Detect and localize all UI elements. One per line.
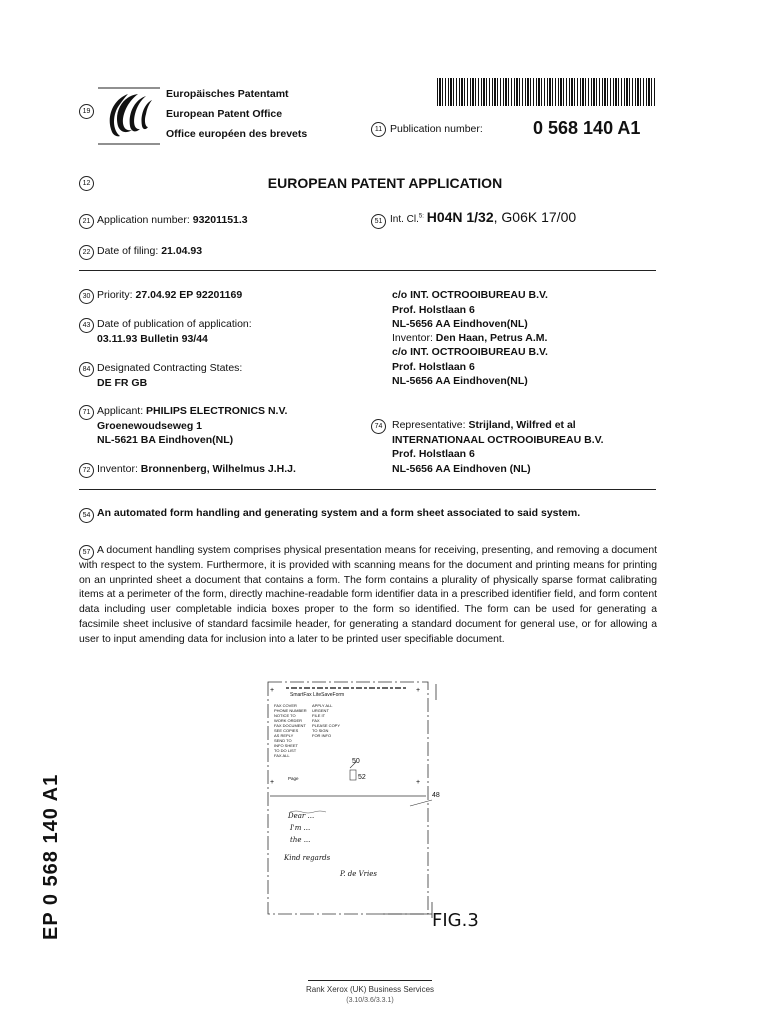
representative-city: NL-5656 AA Eindhoven (NL)	[392, 462, 531, 475]
form-left-options	[274, 703, 307, 758]
divider-top	[79, 270, 656, 271]
applicant-label: Applicant:	[97, 405, 144, 417]
field-51-marker: 51	[371, 214, 386, 229]
application-number-label: Application number:	[97, 214, 190, 226]
handwriting-line: the ...	[290, 836, 311, 844]
field-84-marker: 84	[79, 362, 94, 377]
publication-number-label: Publication number:	[390, 123, 483, 135]
form-option: NOTICE TO	[274, 713, 296, 718]
representative-street: Prof. Holstlaan 6	[392, 448, 475, 460]
filing-date	[97, 244, 202, 259]
page-label: Page	[288, 776, 299, 781]
int-cl-main: H04N 1/32	[426, 209, 494, 225]
field-71-marker: 71	[79, 405, 94, 420]
document-type: EUROPEAN PATENT APPLICATION	[267, 175, 503, 191]
epo-logo	[98, 82, 160, 146]
form-option: APPLY ALL	[312, 703, 333, 708]
designated-states-label: Designated Contracting States:	[97, 362, 243, 374]
svg-text:+: +	[270, 779, 275, 786]
inventor-address-1	[392, 288, 548, 332]
field-12-marker: 12	[79, 176, 94, 191]
svg-text:+: +	[416, 779, 421, 786]
figure-caption: FIG.3	[432, 910, 479, 931]
form-right-options	[312, 703, 340, 738]
form-option: FAX DOCUMENT	[274, 723, 306, 728]
address-line: c/o INT. OCTROOIBUREAU B.V.	[392, 346, 548, 358]
representative-label: Representative:	[392, 419, 466, 431]
field-21-marker: 21	[79, 214, 94, 229]
invention-title: An automated form handling and generating system and a form sheet associated to said system.	[97, 507, 581, 519]
office-name-fr: Office européen des brevets	[166, 128, 308, 140]
field-22-marker: 22	[79, 245, 94, 260]
abstract-text: A document handling system comprises physical presentation means for receiving, presenting, and removing a document with respect to the system. Furthermore, it is provided with scanning means for the document and printing means for printing on an unprinted sheet a document that contains a form. The form contains a plurality of physically sparse format calibrating items at a perimeter of the form, directly machine-readable form identifier data in a prescribed identifier field, and form content data including user completable indicia boxes proper to the form so identified. The form can be used for generating a facsimile sheet inclusive of standard facsimile header, for generating a standard document for general use, or for allowing a user to input amending data for inclusion into a later to be printed user specifiable document.	[79, 545, 657, 645]
form-option: PLEASE COPY	[312, 723, 341, 728]
form-option: FILE IT	[312, 713, 326, 718]
designated-states-value: DE FR GB	[97, 376, 148, 389]
barcode	[437, 78, 655, 106]
form-option: FAX COVER	[274, 703, 297, 708]
representative-name: Strijland, Wilfred et al	[468, 419, 576, 431]
form-header-text: SmartFax LiteSaveForm	[290, 692, 345, 698]
applicant	[97, 404, 287, 448]
address-line: Prof. Holstlaan 6	[392, 303, 475, 316]
footer-code: (3.10/3.6/3.3.1)	[346, 997, 394, 1004]
address-line: NL-5656 AA Eindhoven(NL)	[392, 375, 528, 387]
publication-date-label: Date of publication of application:	[97, 318, 252, 330]
svg-text:+: +	[416, 687, 421, 694]
field-11-marker: 11	[371, 122, 386, 137]
address-line: Prof. Holstlaan 6	[392, 360, 475, 373]
form-option: FAX	[312, 718, 320, 723]
int-cl	[390, 209, 576, 225]
inventor-address-2	[392, 345, 548, 389]
form-option: PHONE NUMBER	[274, 708, 307, 713]
representative-firm: INTERNATIONAAL OCTROOIBUREAU B.V.	[392, 433, 604, 446]
office-name-de: Europäisches Patentamt	[166, 88, 289, 100]
applicant-city: NL-5621 BA Eindhoven(NL)	[97, 434, 234, 446]
priority-value: 27.04.92 EP 92201169	[135, 289, 243, 301]
inventor-1-name: Bronnenberg, Wilhelmus J.H.J.	[140, 463, 296, 475]
handwriting-line: Dear ...	[288, 812, 315, 820]
field-72-marker: 72	[79, 463, 94, 478]
form-option: TO DO LIST	[274, 748, 297, 753]
inventor-2-name: Den Haan, Petrus A.M.	[435, 332, 548, 344]
application-number-value: 93201151.3	[192, 214, 248, 226]
inventor-1	[97, 462, 296, 477]
footer-printer: Rank Xerox (UK) Business Services	[305, 985, 435, 994]
form-option: FOR INFO	[312, 733, 332, 738]
publication-date	[97, 317, 252, 346]
form-option: URGENT	[312, 708, 329, 713]
designated-states	[97, 361, 242, 390]
application-number	[97, 213, 248, 228]
reference-50: 50	[352, 758, 360, 765]
form-option: FAX ALL	[274, 753, 290, 758]
reference-52: 52	[358, 774, 366, 781]
form-option: SEE COPIES	[274, 728, 299, 733]
priority-label: Priority:	[97, 289, 133, 301]
footer-rule	[308, 980, 432, 981]
priority	[97, 288, 242, 303]
handwriting-line: Kind regards	[284, 854, 331, 862]
filing-date-label: Date of filing:	[97, 245, 159, 257]
form-option: INFO SHEET	[274, 743, 299, 748]
field-54-marker: 54	[79, 508, 94, 523]
inventor-1-label: Inventor:	[97, 463, 138, 475]
int-cl-label: Int. Cl.	[390, 214, 419, 225]
address-line: NL-5656 AA Eindhoven(NL)	[392, 318, 528, 330]
inventor-2	[392, 331, 547, 346]
form-option: WORK ORDER	[274, 718, 302, 723]
publication-number: 0 568 140 A1	[533, 118, 641, 138]
field-19-marker: 19	[79, 104, 94, 119]
applicant-street: Groenewoudseweg 1	[97, 419, 203, 432]
form-option: SEND TO	[274, 738, 292, 743]
inventor-2-label: Inventor:	[392, 332, 433, 344]
representative	[392, 418, 604, 476]
form-option: TO SIGN	[312, 728, 329, 733]
vertical-publication-id: EP 0 568 140 A1	[40, 773, 62, 940]
address-line: c/o INT. OCTROOIBUREAU B.V.	[392, 289, 548, 301]
field-57-marker: 57	[79, 545, 94, 560]
figure-3	[260, 678, 480, 931]
field-74-marker: 74	[371, 419, 386, 434]
svg-text:+: +	[270, 687, 275, 694]
int-cl-secondary: , G06K 17/00	[493, 209, 577, 225]
publication-date-value: 03.11.93 Bulletin 93/44	[97, 332, 208, 345]
form-option: AS REPLY	[274, 733, 294, 738]
office-name-en: European Patent Office	[166, 108, 283, 120]
field-43-marker: 43	[79, 318, 94, 333]
field-30-marker: 30	[79, 289, 94, 304]
handwriting-signature: P. de Vries	[340, 870, 377, 878]
handwriting-line: I'm ...	[290, 824, 311, 832]
reference-48: 48	[432, 792, 440, 799]
int-cl-edition: 5:	[418, 213, 424, 220]
applicant-name: PHILIPS ELECTRONICS N.V.	[146, 405, 288, 417]
divider-middle	[79, 489, 656, 490]
filing-date-value: 21.04.93	[161, 245, 203, 257]
